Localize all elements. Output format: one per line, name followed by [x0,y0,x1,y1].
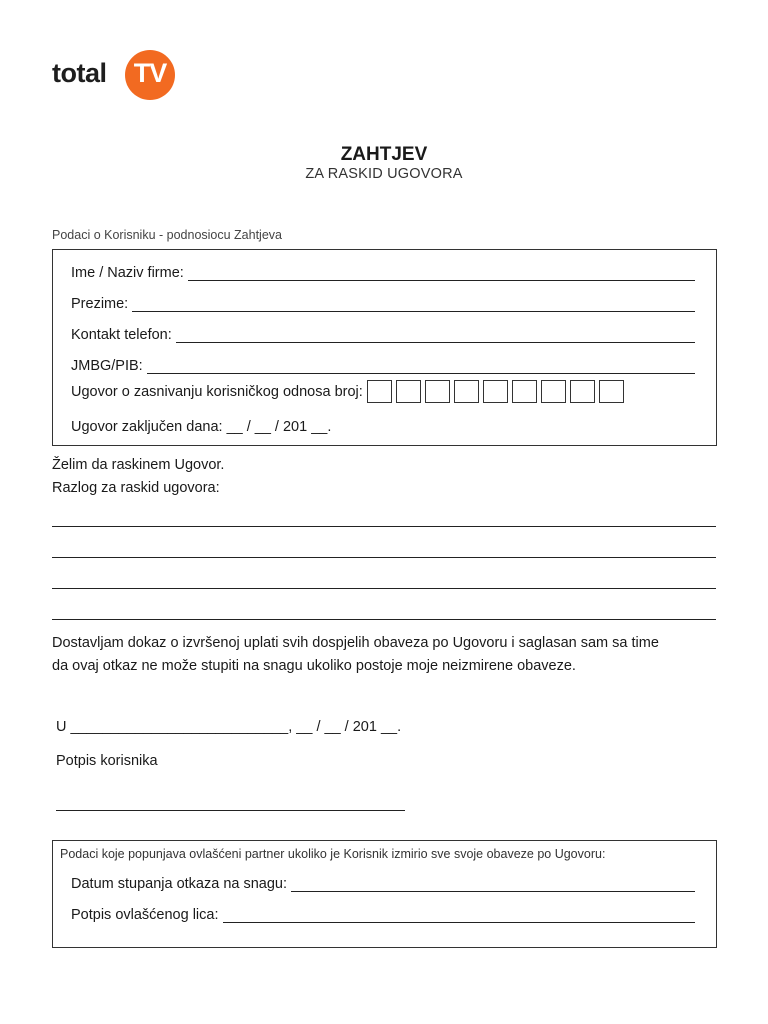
surname-field[interactable] [71,295,695,312]
contract-digit-box[interactable] [425,380,450,403]
contract-digit-box[interactable] [570,380,595,403]
document-title: ZAHTJEV [340,144,428,165]
contract-digit-box[interactable] [367,380,392,403]
contract-digit-box[interactable] [396,380,421,403]
logo-badge-text: TV [133,58,167,88]
authorized-signature-label: Potpis ovlašćenog lica: [71,907,219,923]
name-field[interactable] [71,264,695,281]
effective-date-field[interactable] [71,875,695,892]
phone-input-line[interactable] [176,326,695,343]
signature-line[interactable] [56,810,405,811]
reason-line-3[interactable] [52,588,716,589]
authorized-signature-input-line[interactable] [223,906,696,923]
contract-number-label: Ugovor o zasnivanju korisničkog odnosa broj: [71,383,363,400]
termination-reason-label: Razlog za raskid ugovora: [52,480,220,496]
phone-label: Kontakt telefon: [71,327,172,343]
contract-digit-box[interactable] [599,380,624,403]
contract-digit-box[interactable] [541,380,566,403]
phone-field[interactable] [71,326,695,343]
customer-section-caption: Podaci o Korisniku - podnosiocu Zahtjeva [52,228,282,242]
declaration-line-1: Dostavljam dokaz o izvršenoj uplati svih dospjelih obaveza po Ugovoru i saglasan sam sa time [52,635,659,651]
authorized-signature-field[interactable] [71,906,695,923]
contract-digit-box[interactable] [483,380,508,403]
reason-line-1[interactable] [52,526,716,527]
effective-date-label: Datum stupanja otkaza na snagu: [71,876,288,892]
termination-wish-text: Želim da raskinem Ugovor. [52,457,225,473]
declaration-line-2: da ovaj otkaz ne može stupiti na snagu ukoliko postoje moje neizmirene obaveze. [52,658,576,674]
jmbg-label: JMBG/PIB: [71,358,143,374]
logo-badge [125,50,175,100]
partner-section-caption: Podaci koje popunjava ovlašćeni partner ukoliko je Korisnik izmirio sve svoje obaveze po Ugovoru: [60,847,606,861]
jmbg-input-line[interactable] [147,357,695,374]
contract-date-field[interactable] [71,419,331,435]
reason-line-2[interactable] [52,557,716,558]
contract-date-label: Ugovor zaključen dana: __ / __ / 201 __. [71,419,332,435]
jmbg-field[interactable] [71,357,695,374]
logo-wordmark: total [52,58,107,88]
document-subtitle: ZA RASKID UGOVORA [305,166,463,182]
reason-line-4[interactable] [52,619,716,620]
contract-digit-box[interactable] [454,380,479,403]
contract-number-field[interactable] [71,380,624,403]
surname-input-line[interactable] [132,295,695,312]
place-date-field[interactable]: U ___________________________, __ / __ / 201 __. [56,719,402,735]
effective-date-input-line[interactable] [291,875,695,892]
contract-digit-box[interactable] [512,380,537,403]
surname-label: Prezime: [71,296,129,312]
name-input-line[interactable] [188,264,695,281]
signature-label: Potpis korisnika [56,753,158,769]
name-label: Ime / Naziv firme: [71,265,184,281]
contract-number-boxes[interactable] [367,380,624,403]
